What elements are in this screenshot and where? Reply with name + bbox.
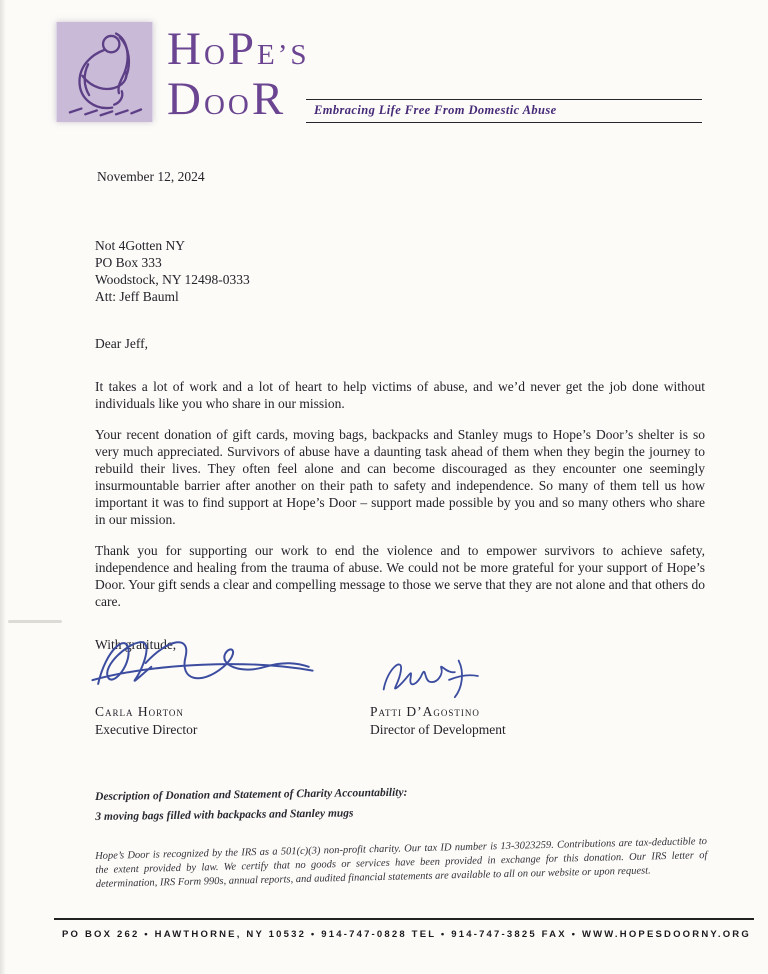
letter-paragraph: Thank you for supporting our work to end the violence and to empower survivors to achieve safety, independence and healing from the trauma of abuse. We could not be more grateful for your support of Hope’s Door. Your gift sends a clear and compelling message to those we serve that they are not alone and that others do care. [95,543,705,609]
signature-block [95,627,705,738]
patti-signature-icon [370,651,505,701]
signatory-patti [370,627,645,738]
donation-heading: Description of Donation and Statement of Charity Accountability: [95,786,408,803]
signatory-carla [95,627,370,738]
letterhead [56,22,310,123]
recipient-line: Not 4Gotten NY [95,238,185,253]
signatory-title: Executive Director [95,722,198,737]
salutation: Dear Jeff, [95,336,148,351]
tagline-rule-top [306,99,702,100]
donation-detail: 3 moving bags filled with backpacks and Stanley mugs [95,807,354,823]
wordmark-letter: D [167,73,204,125]
tagline-block [306,99,702,123]
org-tagline: Embracing Life Free From Domestic Abuse [314,103,557,117]
letter-date: November 12, 2024 [97,169,205,184]
donation-description [95,782,655,825]
scan-edge-shade [0,0,6,974]
carla-signature-icon [85,627,320,701]
charity-disclaimer: Hope’s Door is recognized by the IRS as a 501(c)(3) non-profit charity. Our tax ID number is 13-3023259. Contributions are tax-deductible to the extent provided by law. We certify that no goods or services have been provided in exchange for this donation. Our IRS letter of determination, IRS Form 990s, annual reports, and audited financial statements are available to all on our website or upon request. [95,836,708,890]
closing-line: With gratitude, [95,637,177,652]
recipient-address-block [95,237,705,305]
hopes-door-logo [56,22,153,122]
wordmark-letter: E’S [257,39,310,71]
org-name-line1 [167,23,310,75]
tagline-rule-bottom [306,122,702,123]
letter-paragraph: It takes a lot of work and a lot of heart to help victims of abuse, and we’d never get the job done without individuals like you who share in our mission. [95,379,705,411]
wordmark-letter: R [251,73,287,125]
recipient-line: PO Box 333 [95,255,162,270]
footer-rule [54,918,754,920]
signatory-name: Patti D’Agostino [370,704,480,719]
footer-contact-line: PO BOX 262 • HAWTHORNE, NY 10532 • 914-747-0828 TEL • 914-747-3825 FAX • WWW.HOPESDOORNY.ORG [62,929,751,940]
letter-paragraph: Your recent donation of gift cards, moving bags, backpacks and Stanley mugs to Hope’s Door’s shelter is so very much appreciated. Survivors of abuse have a daunting task ahead of them when they begin the journey to rebuild their lives. They often feel alone and can become discouraged as they encounter one seemingly insurmountable barrier after another on their path to safety and independence. So many of them tell us how important it was to find support at Hope’s Door – support made possible by you and so many others who share in our mission. [95,427,705,527]
org-name-line2 [167,73,310,125]
wordmark-letter: O [203,39,228,71]
org-wordmark [167,23,310,125]
wordmark-letter: H [167,23,204,75]
embracing-figure-icon [56,22,153,122]
recipient-line: Att: Jeff Bauml [95,289,179,304]
letter-body [95,168,705,738]
recipient-line: Woodstock, NY 12498-0333 [95,272,250,287]
wordmark-letter: P [227,23,258,75]
wordmark-letter: OO [203,89,252,121]
signatory-title: Director of Development [370,722,506,737]
scan-artifact [8,620,62,623]
signatory-name: Carla Horton [95,704,184,719]
